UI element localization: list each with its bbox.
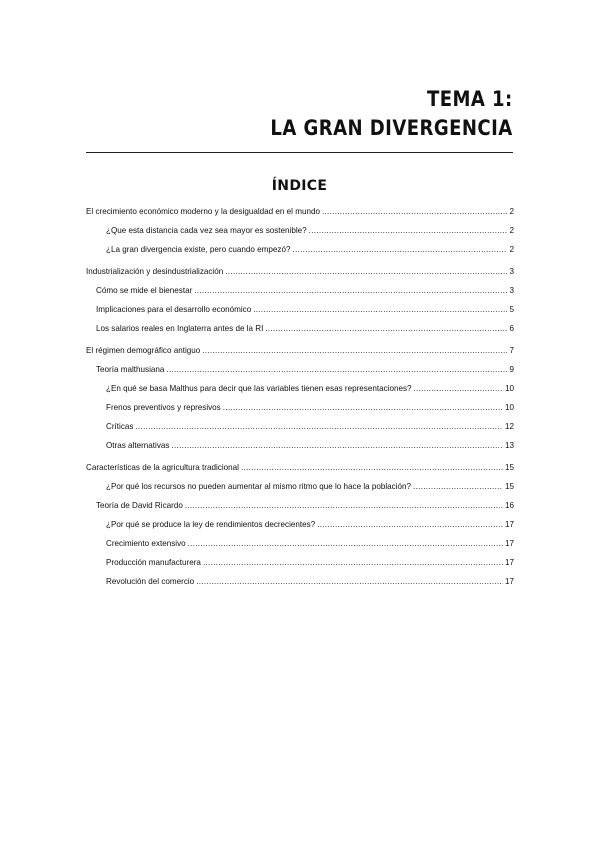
- toc-page-number: 10: [504, 384, 514, 393]
- toc-dot-leader: [317, 520, 503, 529]
- toc-dot-leader: [413, 482, 503, 491]
- toc-entry[interactable]: [86, 267, 514, 286]
- toc-dot-leader: [202, 346, 507, 355]
- toc-dot-leader: [194, 286, 507, 295]
- toc-page-number: 17: [504, 577, 514, 586]
- toc-entry[interactable]: [86, 286, 514, 305]
- toc-dot-leader: [135, 422, 503, 431]
- toc-dot-leader: [253, 305, 507, 314]
- toc-dot-leader: [166, 365, 507, 374]
- toc-entry-title: ¿Que esta distancia cada vez sea mayor es sostenible?: [106, 226, 307, 235]
- toc-entry-title: El crecimiento económico moderno y la desigualdad en el mundo: [86, 207, 320, 216]
- toc-page-number: 2: [509, 226, 514, 235]
- toc-page-number: 2: [509, 245, 514, 254]
- toc-entry[interactable]: [86, 245, 514, 264]
- toc-page-number: 16: [504, 501, 514, 510]
- toc-page-number: 17: [504, 558, 514, 567]
- toc-dot-leader: [171, 441, 503, 450]
- toc-page-number: 17: [504, 539, 514, 548]
- toc-entry[interactable]: [86, 441, 514, 460]
- toc-page-number: 6: [509, 324, 514, 333]
- toc-entry-title: Producción manufacturera: [106, 558, 201, 567]
- toc-entry[interactable]: [86, 422, 514, 441]
- toc-page-number: 3: [509, 267, 514, 276]
- toc-entry-title: Los salarios reales en Inglaterra antes de la RI: [96, 324, 264, 333]
- toc-dot-leader: [185, 501, 503, 510]
- title-line-1: TEMA 1:: [427, 87, 513, 111]
- toc-dot-leader: [188, 539, 503, 548]
- toc-entry-title: Críticas: [106, 422, 134, 431]
- toc-entry-title: Teoría malthusiana: [96, 365, 165, 374]
- toc-entry-title: Industrialización y desindustrialización: [86, 267, 224, 276]
- toc-entry[interactable]: [86, 207, 514, 226]
- toc-dot-leader: [309, 226, 508, 235]
- toc-dot-leader: [223, 403, 503, 412]
- toc-page-number: 15: [504, 482, 514, 491]
- toc-entry[interactable]: [86, 482, 514, 501]
- toc-entry[interactable]: [86, 501, 514, 520]
- toc-entry-title: Teoría de David Ricardo: [96, 501, 183, 510]
- toc-entry[interactable]: [86, 558, 514, 577]
- toc-entry-title: Implicaciones para el desarrollo económico: [96, 305, 252, 314]
- toc-entry[interactable]: [86, 305, 514, 324]
- document-title: [271, 85, 513, 143]
- toc-dot-leader: [292, 245, 507, 254]
- toc-entry[interactable]: [86, 539, 514, 558]
- toc-entry[interactable]: [86, 346, 514, 365]
- toc-entry-title: Características de la agricultura tradicional: [86, 463, 239, 472]
- title-line-2: LA GRAN DIVERGENCIA: [270, 116, 513, 140]
- toc-entry-title: El régimen demográfico antiguo: [86, 346, 201, 355]
- toc-dot-leader: [225, 267, 507, 276]
- toc-entry-title: Frenos preventivos y represivos: [106, 403, 221, 412]
- toc-dot-leader: [241, 463, 503, 472]
- toc-page-number: 15: [504, 463, 514, 472]
- toc-page-number: 13: [504, 441, 514, 450]
- toc-entry[interactable]: [86, 226, 514, 245]
- title-divider: [86, 152, 513, 153]
- toc-entry-title: ¿La gran divergencia existe, pero cuando empezó?: [106, 245, 291, 254]
- toc-entry-title: Cómo se mide el bienestar: [96, 286, 193, 295]
- toc-dot-leader: [265, 324, 507, 333]
- toc-entry[interactable]: [86, 365, 514, 384]
- toc-page-number: 12: [504, 422, 514, 431]
- toc-dot-leader: [414, 384, 503, 393]
- table-of-contents: [86, 207, 514, 596]
- toc-entry[interactable]: [86, 577, 514, 596]
- toc-entry[interactable]: [86, 384, 514, 403]
- toc-entry[interactable]: [86, 324, 514, 343]
- toc-entry-title: Crecimiento extensivo: [106, 539, 186, 548]
- toc-page-number: 10: [504, 403, 514, 412]
- toc-entry-title: ¿Por qué se produce la ley de rendimientos decrecientes?: [106, 520, 316, 529]
- toc-page-number: 3: [509, 286, 514, 295]
- toc-entry[interactable]: [86, 403, 514, 422]
- toc-entry[interactable]: [86, 463, 514, 482]
- toc-dot-leader: [322, 207, 508, 216]
- toc-dot-leader: [203, 558, 503, 567]
- toc-entry[interactable]: [86, 520, 514, 539]
- toc-page-number: 2: [509, 207, 514, 216]
- toc-dot-leader: [196, 577, 503, 586]
- toc-page-number: 9: [509, 365, 514, 374]
- toc-page-number: 17: [504, 520, 514, 529]
- toc-page-number: 7: [509, 346, 514, 355]
- toc-entry-title: ¿Por qué los recursos no pueden aumentar al mismo ritmo que lo hace la población?: [106, 482, 412, 491]
- toc-entry-title: Otras alternativas: [106, 441, 170, 450]
- toc-entry-title: ¿En qué se basa Malthus para decir que las variables tienen esas representaciones?: [106, 384, 412, 393]
- toc-page-number: 5: [509, 305, 514, 314]
- toc-entry-title: Revolución del comercio: [106, 577, 195, 586]
- index-heading: ÍNDICE: [271, 178, 328, 194]
